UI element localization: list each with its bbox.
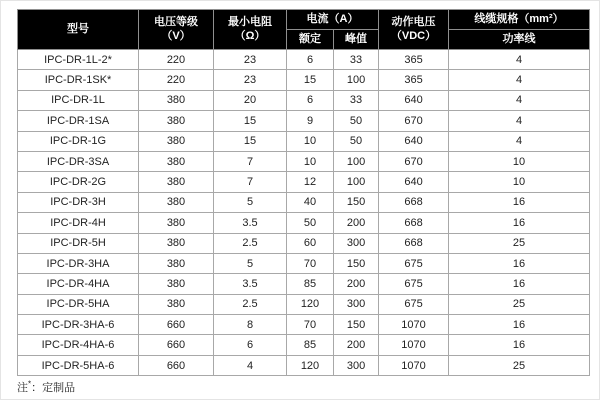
model-cell: IPC-DR-1SA bbox=[18, 111, 139, 131]
min-resistance-cell: 3.5 bbox=[214, 213, 287, 233]
action-voltage-cell: 365 bbox=[379, 70, 449, 90]
min-resistance-cell: 5 bbox=[214, 253, 287, 273]
header-voltage-grade-line2: （V） bbox=[161, 29, 191, 42]
voltage-grade-cell: 220 bbox=[139, 70, 214, 90]
action-voltage-cell: 670 bbox=[379, 151, 449, 171]
footnote-asterisk: * bbox=[28, 379, 32, 389]
model-cell: IPC-DR-1L bbox=[18, 90, 139, 110]
header-min-resistance-line1: 最小电阻 bbox=[228, 15, 272, 28]
table-row bbox=[18, 294, 590, 314]
peak-current-cell: 200 bbox=[334, 274, 379, 294]
peak-current-cell: 100 bbox=[334, 151, 379, 171]
model-cell: IPC-DR-1SK* bbox=[18, 70, 139, 90]
header-current-group: 电流（A） bbox=[287, 10, 379, 30]
model-cell: IPC-DR-1L-2* bbox=[18, 50, 139, 70]
table-row bbox=[18, 70, 590, 90]
rated-current-cell: 70 bbox=[287, 315, 334, 335]
action-voltage-cell: 640 bbox=[379, 172, 449, 192]
table-row bbox=[18, 192, 590, 212]
action-voltage-cell: 675 bbox=[379, 294, 449, 314]
min-resistance-cell: 23 bbox=[214, 70, 287, 90]
action-voltage-cell: 640 bbox=[379, 131, 449, 151]
power-line-cell: 16 bbox=[449, 253, 590, 273]
table-header bbox=[18, 10, 590, 50]
header-cable-spec-group: 线缆规格（mm²） bbox=[449, 10, 590, 30]
voltage-grade-cell: 380 bbox=[139, 274, 214, 294]
model-cell: IPC-DR-3SA bbox=[18, 151, 139, 171]
header-model bbox=[18, 10, 139, 50]
voltage-grade-cell: 380 bbox=[139, 151, 214, 171]
model-cell: IPC-DR-3H bbox=[18, 192, 139, 212]
table-row bbox=[18, 335, 590, 355]
model-cell: IPC-DR-4HA bbox=[18, 274, 139, 294]
action-voltage-cell: 668 bbox=[379, 233, 449, 253]
rated-current-cell: 10 bbox=[287, 151, 334, 171]
table-row bbox=[18, 355, 590, 375]
header-voltage-grade bbox=[139, 10, 214, 50]
voltage-grade-cell: 380 bbox=[139, 294, 214, 314]
power-line-cell: 4 bbox=[449, 90, 590, 110]
table-row bbox=[18, 253, 590, 273]
table-body bbox=[18, 50, 590, 376]
header-power-line: 功率线 bbox=[449, 30, 590, 50]
min-resistance-cell: 4 bbox=[214, 355, 287, 375]
table-row bbox=[18, 50, 590, 70]
min-resistance-cell: 2.5 bbox=[214, 294, 287, 314]
table-row bbox=[18, 233, 590, 253]
min-resistance-cell: 15 bbox=[214, 111, 287, 131]
model-cell: IPC-DR-5HA-6 bbox=[18, 355, 139, 375]
peak-current-cell: 200 bbox=[334, 213, 379, 233]
header-min-resistance-line2: （Ω） bbox=[234, 29, 266, 42]
table-row bbox=[18, 111, 590, 131]
table-row bbox=[18, 274, 590, 294]
action-voltage-cell: 1070 bbox=[379, 315, 449, 335]
model-cell: IPC-DR-1G bbox=[18, 131, 139, 151]
rated-current-cell: 120 bbox=[287, 294, 334, 314]
peak-current-cell: 200 bbox=[334, 335, 379, 355]
peak-current-cell: 150 bbox=[334, 253, 379, 273]
model-cell: IPC-DR-3HA-6 bbox=[18, 315, 139, 335]
rated-current-cell: 10 bbox=[287, 131, 334, 151]
voltage-grade-cell: 660 bbox=[139, 335, 214, 355]
voltage-grade-cell: 220 bbox=[139, 50, 214, 70]
min-resistance-cell: 7 bbox=[214, 151, 287, 171]
peak-current-cell: 100 bbox=[334, 172, 379, 192]
power-line-cell: 16 bbox=[449, 274, 590, 294]
power-line-cell: 16 bbox=[449, 335, 590, 355]
power-line-cell: 4 bbox=[449, 131, 590, 151]
rated-current-cell: 85 bbox=[287, 335, 334, 355]
rated-current-cell: 12 bbox=[287, 172, 334, 192]
rated-current-cell: 85 bbox=[287, 274, 334, 294]
voltage-grade-cell: 380 bbox=[139, 253, 214, 273]
power-line-cell: 25 bbox=[449, 294, 590, 314]
peak-current-cell: 300 bbox=[334, 294, 379, 314]
peak-current-cell: 100 bbox=[334, 70, 379, 90]
min-resistance-cell: 23 bbox=[214, 50, 287, 70]
header-model-label: 型号 bbox=[67, 22, 89, 35]
header-peak-current: 峰值 bbox=[334, 30, 379, 50]
peak-current-cell: 300 bbox=[334, 355, 379, 375]
table-row bbox=[18, 131, 590, 151]
table-row bbox=[18, 315, 590, 335]
action-voltage-cell: 668 bbox=[379, 213, 449, 233]
peak-current-cell: 50 bbox=[334, 131, 379, 151]
voltage-grade-cell: 380 bbox=[139, 172, 214, 192]
power-line-cell: 16 bbox=[449, 213, 590, 233]
min-resistance-cell: 8 bbox=[214, 315, 287, 335]
rated-current-cell: 60 bbox=[287, 233, 334, 253]
peak-current-cell: 150 bbox=[334, 192, 379, 212]
voltage-grade-cell: 380 bbox=[139, 213, 214, 233]
power-line-cell: 10 bbox=[449, 172, 590, 192]
min-resistance-cell: 7 bbox=[214, 172, 287, 192]
rated-current-cell: 15 bbox=[287, 70, 334, 90]
voltage-grade-cell: 380 bbox=[139, 90, 214, 110]
min-resistance-cell: 20 bbox=[214, 90, 287, 110]
action-voltage-cell: 668 bbox=[379, 192, 449, 212]
header-rated-current: 额定 bbox=[287, 30, 334, 50]
rated-current-cell: 6 bbox=[287, 90, 334, 110]
min-resistance-cell: 3.5 bbox=[214, 274, 287, 294]
footnote-prefix: 注 bbox=[17, 382, 28, 394]
voltage-grade-cell: 380 bbox=[139, 111, 214, 131]
model-cell: IPC-DR-3HA bbox=[18, 253, 139, 273]
header-action-voltage-line2: （VDC） bbox=[390, 29, 437, 42]
min-resistance-cell: 6 bbox=[214, 335, 287, 355]
voltage-grade-cell: 380 bbox=[139, 233, 214, 253]
power-line-cell: 25 bbox=[449, 355, 590, 375]
footnote-text: ：定制品 bbox=[31, 382, 76, 394]
power-line-cell: 4 bbox=[449, 50, 590, 70]
model-cell: IPC-DR-4H bbox=[18, 213, 139, 233]
header-action-voltage bbox=[379, 10, 449, 50]
table-row bbox=[18, 213, 590, 233]
rated-current-cell: 70 bbox=[287, 253, 334, 273]
peak-current-cell: 150 bbox=[334, 315, 379, 335]
header-voltage-grade-line1: 电压等级 bbox=[154, 15, 198, 28]
table-row bbox=[18, 151, 590, 171]
action-voltage-cell: 675 bbox=[379, 253, 449, 273]
table-row bbox=[18, 90, 590, 110]
model-cell: IPC-DR-4HA-6 bbox=[18, 335, 139, 355]
voltage-grade-cell: 380 bbox=[139, 192, 214, 212]
min-resistance-cell: 2.5 bbox=[214, 233, 287, 253]
header-row-1 bbox=[18, 10, 590, 30]
power-line-cell: 10 bbox=[449, 151, 590, 171]
voltage-grade-cell: 660 bbox=[139, 355, 214, 375]
peak-current-cell: 50 bbox=[334, 111, 379, 131]
power-line-cell: 25 bbox=[449, 233, 590, 253]
rated-current-cell: 50 bbox=[287, 213, 334, 233]
rated-current-cell: 6 bbox=[287, 50, 334, 70]
power-line-cell: 16 bbox=[449, 315, 590, 335]
action-voltage-cell: 675 bbox=[379, 274, 449, 294]
action-voltage-cell: 1070 bbox=[379, 355, 449, 375]
header-min-resistance bbox=[214, 10, 287, 50]
rated-current-cell: 40 bbox=[287, 192, 334, 212]
voltage-grade-cell: 660 bbox=[139, 315, 214, 335]
power-line-cell: 4 bbox=[449, 111, 590, 131]
peak-current-cell: 300 bbox=[334, 233, 379, 253]
header-action-voltage-line1: 动作电压 bbox=[391, 15, 436, 28]
rated-current-cell: 9 bbox=[287, 111, 334, 131]
action-voltage-cell: 670 bbox=[379, 111, 449, 131]
model-cell: IPC-DR-2G bbox=[18, 172, 139, 192]
min-resistance-cell: 5 bbox=[214, 192, 287, 212]
power-line-cell: 4 bbox=[449, 70, 590, 90]
spec-table bbox=[17, 9, 590, 376]
model-cell: IPC-DR-5HA bbox=[18, 294, 139, 314]
power-line-cell: 16 bbox=[449, 192, 590, 212]
peak-current-cell: 33 bbox=[334, 90, 379, 110]
footnote bbox=[17, 379, 75, 395]
rated-current-cell: 120 bbox=[287, 355, 334, 375]
action-voltage-cell: 365 bbox=[379, 50, 449, 70]
voltage-grade-cell: 380 bbox=[139, 131, 214, 151]
action-voltage-cell: 640 bbox=[379, 90, 449, 110]
model-cell: IPC-DR-5H bbox=[18, 233, 139, 253]
min-resistance-cell: 15 bbox=[214, 131, 287, 151]
peak-current-cell: 33 bbox=[334, 50, 379, 70]
table-row bbox=[18, 172, 590, 192]
action-voltage-cell: 1070 bbox=[379, 335, 449, 355]
